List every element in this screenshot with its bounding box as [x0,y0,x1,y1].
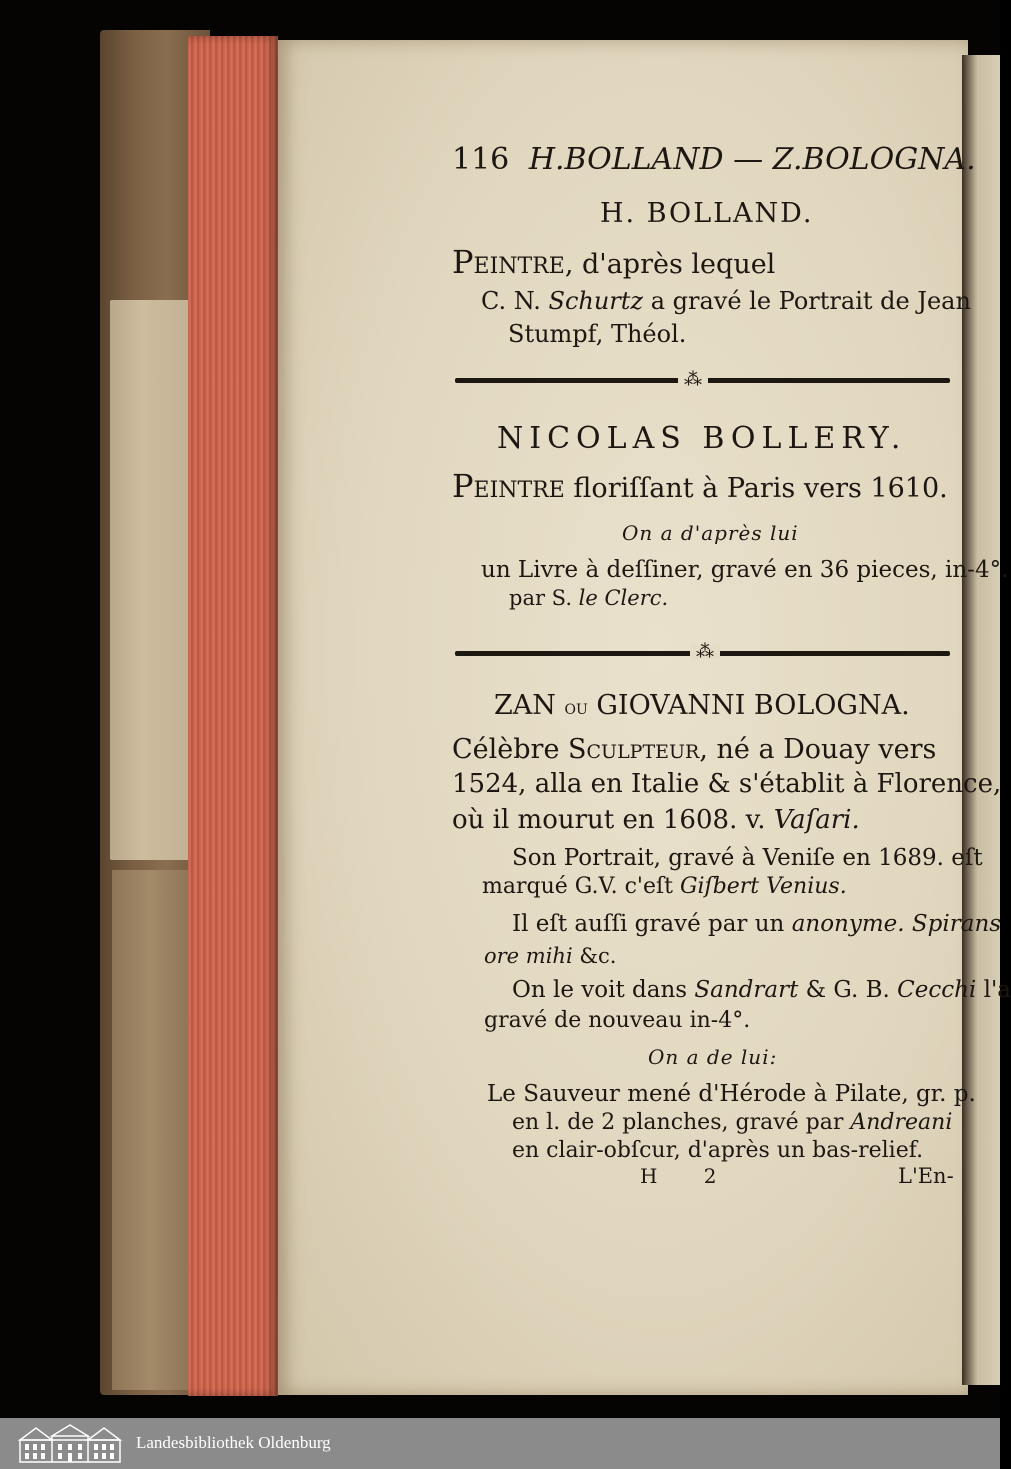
page-number: 116 [452,142,510,177]
text-span: Andreani [850,1110,953,1135]
text-span: l'a [976,977,1011,1003]
heading-span: ou [564,695,588,719]
entry-text-line [512,911,1001,937]
entry-text-line [482,874,847,899]
text-span: Cecchi [897,977,977,1003]
ornament-icon: ⁂ [690,645,720,659]
page-edges [188,36,278,1396]
entry-text-line: 1524, alla en Italie & s'établit à Florence, [452,769,1002,799]
text-span: ore mihi [484,944,573,968]
text-span: On le voit dans [512,977,695,1003]
running-head-dash: — [733,142,764,177]
entry-heading: H. BOLLAND. [600,198,814,229]
entry-text-line [452,243,775,281]
library-building-icon [14,1422,126,1465]
running-head [452,142,976,177]
lead-word: Peintre [452,243,565,281]
text-span: floriſſant à Paris vers 1610. [564,473,948,504]
entry-text-line: en clair-obſcur, d'après un bas-relief. [512,1138,924,1163]
catchword: L'En- [898,1164,954,1188]
entry-text-line [481,287,971,315]
ornament-icon: ⁂ [678,373,708,387]
heading-span: ZAN [494,690,565,721]
text-span: marqué G.V. c'eſt [482,874,680,899]
lead-word: Peintre [452,467,565,505]
text-span: , né a Douay vers [699,734,937,765]
entry-text-line [512,977,1011,1003]
text-span: Sculpteur [568,734,700,765]
text-span: où il mourut en 1608. v. [452,805,774,835]
entry-text-line: Le Sauveur mené d'Hérode à Pilate, gr. p. [487,1081,976,1107]
engraver-name: le Clerc. [578,586,669,610]
running-head-left: H.BOLLAND [528,142,724,177]
text-span: par S. [509,586,579,610]
entry-text-line: gravé de nouveau in-4°. [484,1008,751,1033]
entry-text-line: Son Portrait, gravé à Veniſe en 1689. eſt [512,845,983,871]
cover-patch-lower [112,870,188,1390]
entry-text-line: Stumpf, Théol. [508,320,687,348]
entry-subheading: On a de lui: [648,1045,778,1069]
text-span: &c. [572,944,617,968]
text-span: Sandrart [694,977,799,1003]
footer-bar [0,1418,1000,1469]
entry-text-line [509,586,668,610]
running-head-right: Z.BOLOGNA. [772,142,976,177]
text-span: Vaſari. [773,805,860,835]
text-span: Célèbre [452,734,569,765]
facing-page [962,55,1000,1385]
entry-text-line [452,805,860,835]
entry-text-line [452,734,936,765]
entry-text-line [484,944,616,968]
text-span: & G. B. [798,977,898,1003]
text-span: en l. de 2 planches, gravé par [512,1110,851,1135]
entry-text-line: un Livre à deſſiner, gravé en 36 pieces, in-4°. [481,557,1009,583]
text-span: C. N. [481,287,549,315]
entry-heading [494,690,910,721]
entry-heading: NICOLAS BOLLERY. [497,421,907,456]
engraver-name: Schurtz [548,287,644,315]
text-span: anonyme. Spirans [791,911,1002,937]
heading-span: GIOVANNI BOLOGNA. [587,690,910,721]
entry-text-line [512,1110,952,1135]
entry-text-line [452,467,948,505]
text-span: a gravé le Portrait de Jean [643,287,971,315]
library-name: Landesbibliothek Oldenburg [136,1433,331,1452]
entry-subheading: On a d'après lui [622,521,799,545]
signature-mark: H 2 [640,1164,737,1188]
text-span: Il eſt auſſi gravé par un [512,911,792,937]
cover-patch [110,300,190,860]
text-span: Giſbert Venius. [679,874,847,899]
text-span: , d'après lequel [564,249,776,280]
